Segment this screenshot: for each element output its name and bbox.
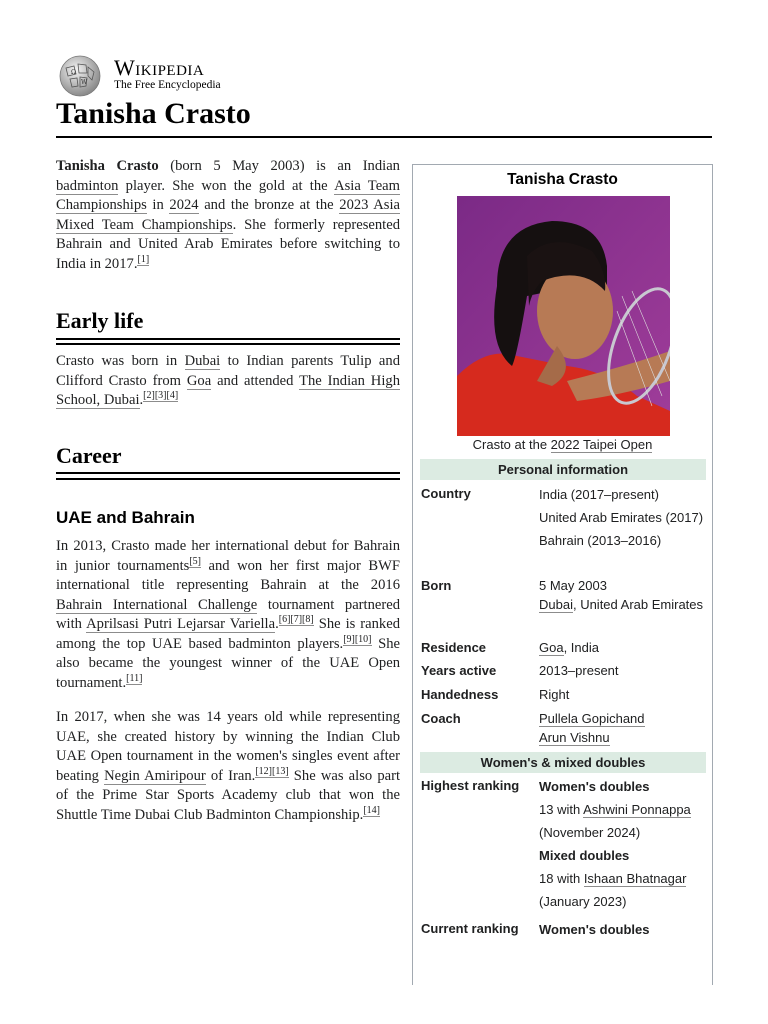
career-paragraph-1: [56, 537, 400, 693]
ref-6-7-8[interactable]: [6][7][8]: [278, 614, 314, 626]
intro-paragraph: [56, 157, 400, 274]
band-personal-information: Personal information: [420, 459, 706, 480]
current-wd-heading: Women's doubles: [539, 922, 650, 937]
link-dubai[interactable]: Dubai: [184, 353, 221, 369]
career-text: and won her first major BWF international title representing Bahrain at the 2016: [56, 557, 400, 593]
ref-12-13[interactable]: [12][13]: [255, 765, 289, 777]
ref-14[interactable]: [14]: [363, 804, 380, 816]
label-country: Country: [421, 486, 471, 501]
md-rank: 18 with: [539, 871, 584, 886]
md-date: (January 2023): [539, 894, 627, 909]
intro-text: in: [146, 197, 170, 213]
country-bahrain: Bahrain (2013–2016): [539, 533, 662, 548]
label-current-ranking: Current ranking: [421, 921, 519, 936]
link-negin-amiripour[interactable]: Negin Amiripour: [104, 767, 206, 784]
career-text: In 2013, Crasto made her international debut for Bahrain in junior tournaments: [56, 538, 400, 574]
player-photo[interactable]: [457, 196, 670, 436]
value-residence: [539, 638, 707, 657]
caption-text: Crasto at the: [472, 437, 551, 452]
label-born: Born: [421, 578, 452, 593]
infobox-title: Tanisha Crasto: [507, 171, 618, 188]
svg-text:Ω: Ω: [71, 69, 76, 76]
early-life-text: and attended: [211, 372, 300, 389]
ref-5[interactable]: [5]: [189, 555, 202, 567]
career-text: She also became the youngest winner of the UAE Open tournament.: [56, 635, 400, 691]
wikipedia-tagline: The Free Encyclopedia: [114, 79, 221, 91]
photo-caption: [413, 437, 712, 452]
label-handedness: Handedness: [421, 687, 499, 702]
career-text: .: [275, 616, 279, 632]
country-india: India (2017–present): [539, 487, 659, 502]
intro-name: Tanisha Crasto: [56, 158, 159, 174]
label-highest-ranking: Highest ranking: [421, 778, 520, 793]
early-life-text: .: [139, 392, 144, 408]
heading-rule: [56, 343, 400, 345]
career-paragraph-2: [56, 708, 400, 825]
wd-date: (November 2024): [539, 825, 641, 840]
link-pullela-gopichand[interactable]: Pullela Gopichand: [539, 711, 645, 726]
link-badminton[interactable]: badminton: [56, 177, 119, 194]
label-coach: Coach: [421, 711, 461, 726]
link-born-dubai[interactable]: Dubai: [539, 597, 573, 612]
subheading-uae-bahrain: UAE and Bahrain: [56, 508, 195, 527]
ref-2-3-4[interactable]: [2][3][4]: [143, 390, 179, 402]
value-coach: [539, 709, 707, 747]
country-uae: United Arab Emirates (2017): [539, 510, 704, 525]
section-heading-early-life: [56, 308, 400, 334]
intro-text: and the bronze at the: [198, 197, 340, 213]
label-years-active: Years active: [421, 663, 497, 678]
value-years-active: 2013–present: [539, 663, 619, 678]
value-country: [539, 485, 707, 550]
intro-text: . She formerly represented Bahrain and United Arab Emirates before switching to India in 2017.: [56, 216, 401, 272]
link-2023-asia-mixed-team-championships[interactable]: 2023 Asia Mixed Team Championships: [56, 197, 401, 233]
ref-1[interactable]: [1]: [137, 253, 150, 265]
link-ashwini-ponnappa[interactable]: Ashwini Ponnappa: [583, 802, 691, 817]
link-asia-team-championships[interactable]: Asia Team Championships: [56, 177, 400, 213]
career-heading-text: Career: [56, 443, 122, 468]
early-life-text: Crasto was born in: [56, 353, 185, 369]
link-arun-vishnu[interactable]: Arun Vishnu: [539, 730, 610, 745]
wd-rank: 13 with: [539, 802, 584, 817]
intro-text: player. She won the gold at the: [118, 177, 335, 194]
value-born: [539, 576, 707, 614]
ref-11[interactable]: [11]: [126, 672, 143, 684]
link-ishaan-bhatnagar[interactable]: Ishaan Bhatnagar: [583, 871, 687, 886]
intro-text: (born 5 May 2003) is an Indian: [158, 158, 400, 174]
residence-rest: , India: [563, 640, 599, 655]
page-title: Tanisha Crasto: [56, 97, 251, 130]
link-bahrain-international-challenge[interactable]: Bahrain International Challenge: [56, 596, 258, 613]
link-2022-taipei-open[interactable]: 2022 Taipei Open: [550, 437, 653, 452]
born-place: , United Arab Emirates: [572, 597, 704, 612]
heading-rule: [56, 472, 400, 474]
wikipedia-globe-icon: [56, 54, 104, 98]
wd-heading: Women's doubles: [539, 779, 650, 794]
career-text: of Iran.: [205, 767, 256, 784]
early-life-heading-text: Early life: [56, 308, 144, 333]
heading-rule: [56, 478, 400, 480]
value-highest-ranking: [539, 777, 707, 911]
infobox: [412, 164, 713, 985]
link-residence-goa[interactable]: Goa: [539, 640, 564, 655]
band-womens-mixed-doubles: Women's & mixed doubles: [420, 752, 706, 773]
link-aprilsasi-putri[interactable]: Aprilsasi Putri Lejarsar Variella: [86, 616, 276, 632]
md-heading: Mixed doubles: [539, 848, 630, 863]
early-life-paragraph: [56, 352, 400, 411]
label-residence: Residence: [421, 640, 487, 655]
link-goa[interactable]: Goa: [186, 372, 212, 389]
value-current-ranking: [539, 920, 707, 939]
wikipedia-wordmark: Wikipedia: [114, 55, 205, 80]
ref-9-10[interactable]: [9][10]: [343, 633, 372, 645]
born-date: 5 May 2003: [539, 578, 607, 593]
section-heading-career: [56, 443, 400, 469]
career-text: She was also part of the Prime Star Sports Academy club that won the Shuttle Time Dubai Club Badminton Championship.: [56, 767, 401, 823]
heading-rule: [56, 338, 400, 340]
career-text: tournament partnered with: [56, 596, 401, 632]
link-2024[interactable]: 2024: [169, 197, 199, 213]
title-divider: [56, 136, 712, 138]
link-indian-high-school[interactable]: The Indian High School, Dubai: [56, 372, 400, 408]
career-text: She is ranked among the top UAE based badminton players.: [56, 616, 400, 652]
wikipedia-logo[interactable]: [56, 54, 276, 98]
value-handedness: Right: [539, 687, 570, 702]
career-text: In 2017, when she was 14 years old while representing UAE, she created history by winning the Indian Club UAE Open tournament in the women's singles event after beating: [56, 709, 400, 784]
early-life-text: to Indian parents Tulip and Clifford Crasto from: [56, 353, 400, 389]
svg-text:W: W: [81, 79, 88, 86]
